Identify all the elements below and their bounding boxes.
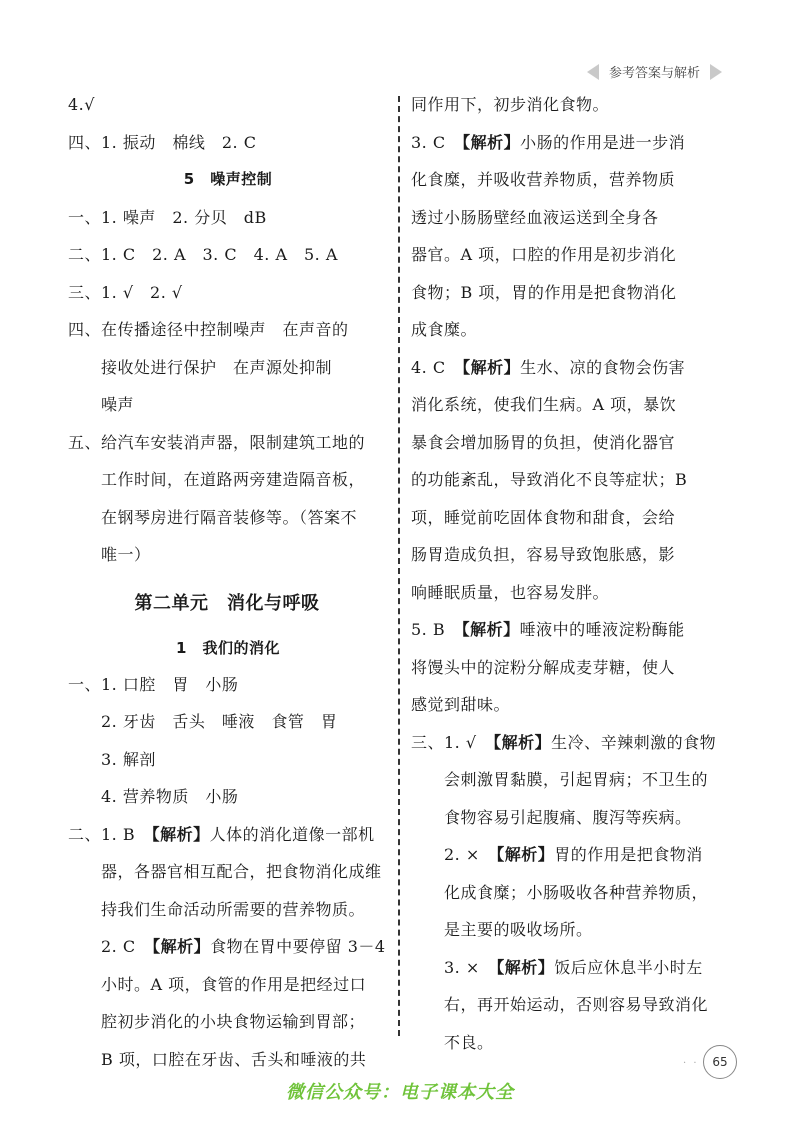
answer-line: 一、1. 口腔 胃 小肠 (68, 674, 239, 694)
answer-line: 肠胃造成负担，容易导致饱胀感，影 (411, 545, 676, 564)
answer-line (411, 124, 729, 162)
answer-line: 噪声 (68, 395, 135, 414)
answer-prefix: 二、1. B (68, 824, 152, 844)
page-header (587, 62, 722, 81)
answer-line: 成食糜。 (411, 320, 478, 339)
answer-line: 五、给汽车安装消声器，限制建筑工地的 (68, 432, 366, 452)
answer-text: 小肠的作用是进一步消 (520, 132, 686, 152)
answer-line (411, 349, 729, 387)
answer-line: 2. 牙齿 舌头 唾液 食管 胃 (68, 712, 338, 731)
answer-line: 器官。A 项，口腔的作用是初步消化 (411, 245, 677, 264)
answer-line: 暴食会增加肠胃的负担，使消化器官 (411, 432, 676, 452)
analysis-tag: 【解析】 (461, 620, 520, 639)
right-triangle-icon (710, 64, 722, 80)
answer-line (68, 816, 398, 854)
answer-line: 化食糜，并吸收营养物质，营养物质 (411, 170, 676, 189)
answer-line: 透过小肠肠壁经血液运送到全身各 (411, 207, 659, 227)
answer-text: 人体的消化道像一部机 (209, 824, 375, 844)
answer-line (411, 949, 729, 987)
answer-prefix: 2. × (411, 845, 497, 864)
answer-line: 4. 营养物质 小肠 (68, 787, 239, 806)
answer-prefix: 4. C (411, 357, 463, 377)
answer-line: B 项，口腔在牙齿、舌头和唾液的共 (68, 1049, 367, 1069)
decorative-dots: · · (683, 1058, 699, 1069)
answer-line: 右，再开始运动，否则容易导致消化 (411, 995, 709, 1014)
answer-line: 四、在传播途径中控制噪声 在声音的 (68, 320, 349, 339)
answer-line: 食物；B 项，胃的作用是把食物消化 (411, 282, 677, 302)
section-title-noise-control: 5 噪声控制 (183, 170, 273, 188)
analysis-tag: 【解析】 (496, 845, 555, 864)
answer-line: 二、1. C 2. A 3. C 4. A 5. A (68, 245, 338, 264)
answer-prefix: 三、1. √ (411, 732, 494, 752)
answer-line: 三、1. √ 2. √ (68, 282, 183, 302)
page-number: 65 (703, 1045, 737, 1079)
answer-text: 生水、凉的食物会伤害 (520, 357, 686, 377)
answer-line (68, 928, 398, 966)
right-column (411, 86, 729, 1061)
answer-line: 不良。 (411, 1032, 494, 1052)
answer-line: 工作时间，在道路两旁建造隔音板， (68, 470, 366, 489)
answer-line: 的功能紊乱，导致消化不良等症状；B (411, 470, 688, 489)
unit-title: 第二单元 消化与呼吸 (134, 592, 320, 614)
analysis-tag: 【解析】 (151, 824, 210, 844)
answer-text: 生冷、辛辣刺激的食物 (551, 732, 717, 752)
answer-line: 器，各器官相互配合，把食物消化成维 (68, 862, 382, 881)
footer-watermark: 微信公众号：电子课本大全 (286, 1082, 514, 1103)
answer-line: 在钢琴房进行隔音装修等。（答案不 (68, 507, 358, 527)
answer-prefix: 3. × (411, 957, 497, 977)
left-column (68, 86, 398, 1078)
section-title-digestion: 1 我们的消化 (176, 638, 280, 657)
answer-line: 唯一） (68, 545, 151, 564)
answer-line: 持我们生命活动所需要的营养物质。 (68, 899, 366, 919)
answer-text: 胃的作用是把食物消 (554, 845, 703, 864)
answer-line: 4.√ (68, 95, 95, 114)
answer-line: 同作用下，初步消化食物。 (411, 95, 610, 114)
answer-text: 饭后应休息半小时左 (554, 957, 703, 977)
column-divider (398, 96, 400, 1036)
answer-line (411, 724, 729, 762)
answer-line: 消化系统，使我们生病。A 项，暴饮 (411, 395, 677, 414)
answer-line: 将馒头中的淀粉分解成麦芽糖，使人 (411, 657, 676, 677)
answer-line: 接收处进行保护 在声源处抑制 (68, 357, 333, 377)
answer-line: 3. 解剖 (68, 749, 156, 769)
answer-line: 化成食糜；小肠吸收各种营养物质， (411, 882, 709, 902)
answer-line: 四、1. 振动 棉线 2. C (68, 132, 257, 152)
analysis-tag: 【解析】 (496, 957, 555, 977)
answer-line: 腔初步消化的小块食物运输到胃部； (68, 1012, 366, 1031)
answer-line: 感觉到甜味。 (411, 695, 511, 714)
left-triangle-icon (587, 64, 599, 80)
answer-prefix: 2. C (68, 937, 153, 956)
answer-line (411, 836, 729, 874)
answer-line: 项，睡觉前吃固体食物和甜食，会给 (411, 507, 676, 527)
answer-prefix: 5. B (411, 620, 462, 639)
answer-text: 食物在胃中要停留 3－4 (210, 937, 386, 956)
answer-line: 响睡眠质量，也容易发胖。 (411, 582, 610, 602)
answer-text: 唾液中的唾液淀粉酶能 (519, 620, 685, 639)
analysis-tag: 【解析】 (462, 132, 521, 152)
analysis-tag: 【解析】 (152, 937, 211, 956)
analysis-tag: 【解析】 (493, 732, 552, 752)
answer-prefix: 3. C (411, 132, 463, 152)
answer-line: 小时。A 项，食管的作用是把经过口 (68, 974, 367, 994)
answer-line: 会刺激胃黏膜，引起胃病；不卫生的 (411, 770, 709, 789)
header-title: 参考答案与解析 (608, 66, 700, 81)
answer-line: 是主要的吸收场所。 (411, 920, 593, 939)
answer-line: 一、1. 噪声 2. 分贝 dB (68, 207, 267, 227)
analysis-tag: 【解析】 (462, 357, 521, 377)
answer-line (411, 611, 729, 649)
answer-line: 食物容易引起腹痛、腹泻等疾病。 (411, 807, 692, 827)
